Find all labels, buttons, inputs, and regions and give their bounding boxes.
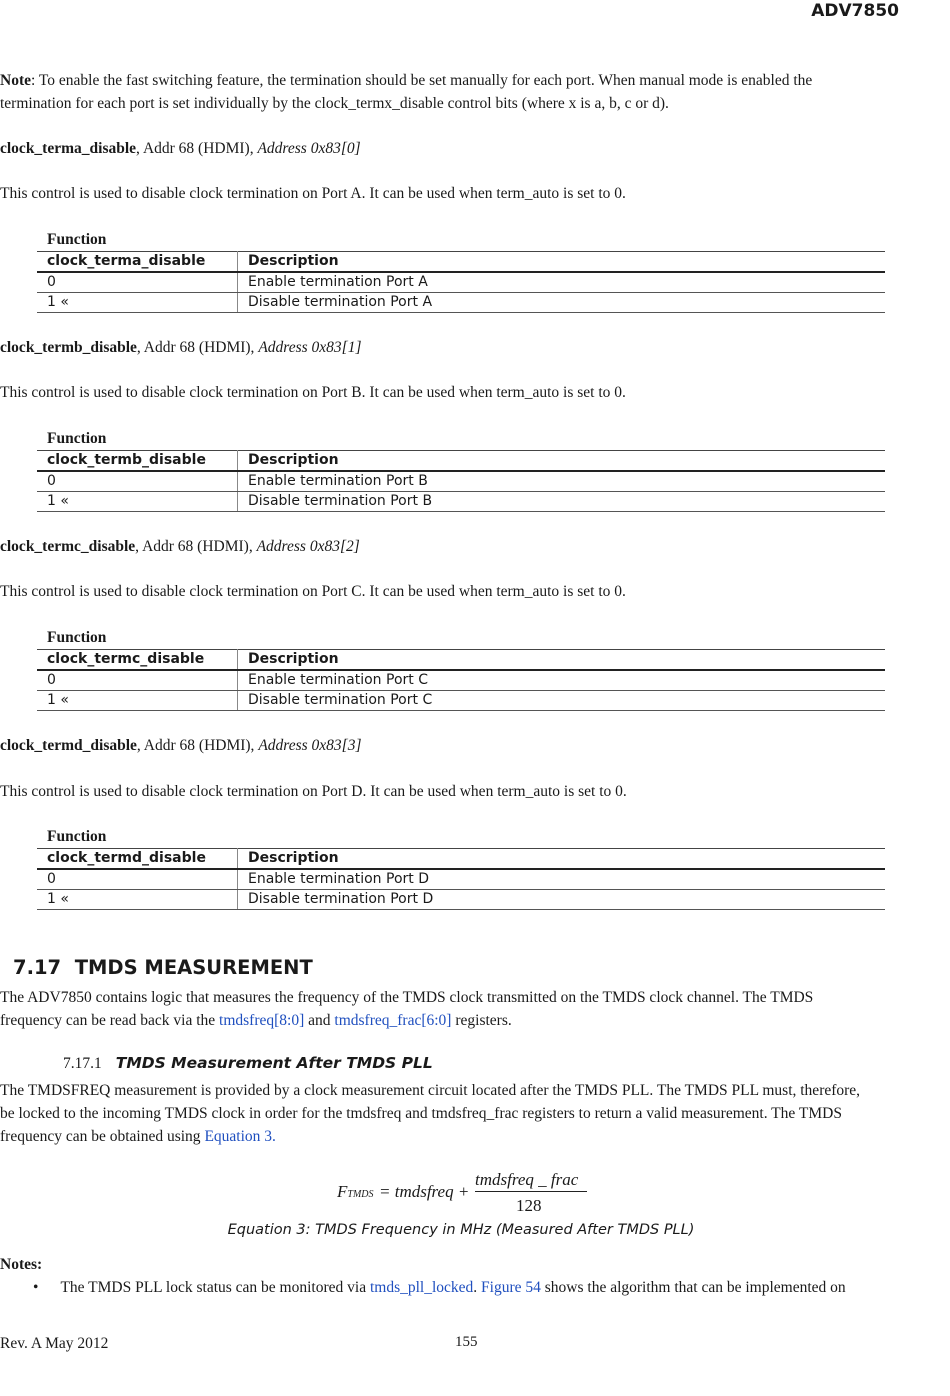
- tmdsfreq-frac-link[interactable]: tmdsfreq_frac[6:0]: [334, 1012, 452, 1029]
- note-label: Note: [0, 72, 31, 89]
- register-addr: , Addr 68 (HDMI),: [136, 140, 258, 157]
- table-row: [37, 869, 885, 890]
- table-cell-description: Enable termination Port C: [238, 670, 886, 691]
- table-cell-value: 0: [37, 869, 238, 890]
- note-paragraph: [0, 69, 945, 115]
- table-cell-description: Disable termination Port A: [238, 293, 886, 313]
- register-heading-b: [0, 336, 362, 359]
- register-address: Address 0x83[2]: [256, 538, 360, 555]
- register-description-b: This control is used to disable clock termination on Port B. It can be used when term_auto is set to 0.: [0, 384, 626, 401]
- subsection-line2: be locked to the incoming TMDS clock in order for the tmdsfreq and tmdsfreq_frac registers to return a valid measurement. The TMDS: [0, 1105, 842, 1122]
- register-heading-d: [0, 734, 362, 757]
- table-cell-description: Disable termination Port C: [238, 691, 886, 711]
- table-row: [37, 272, 885, 293]
- section-p1-line1: The ADV7850 contains logic that measures the frequency of the TMDS clock transmitted on the TMDS clock channel. The TMDS: [0, 989, 814, 1006]
- table-cell-value: 1 «: [37, 293, 238, 313]
- fraction-bar: [475, 1191, 587, 1192]
- table-row: [37, 293, 885, 313]
- table-row: [37, 492, 885, 512]
- register-description-a: This control is used to disable clock termination on Port A. It can be used when term_auto is set to 0.: [0, 185, 626, 202]
- section-paragraph: [0, 986, 945, 1032]
- register-name: clock_terma_disable: [0, 140, 137, 157]
- footer-page-number: 155: [455, 1334, 478, 1350]
- register-addr: , Addr 68 (HDMI),: [136, 339, 259, 356]
- notes-label: [0, 1253, 42, 1276]
- register-name: clock_termc_disable: [0, 538, 136, 555]
- table-cell-value: 0: [37, 272, 238, 293]
- register-table-b: [37, 450, 885, 512]
- section-p1-line2a: frequency can be read back via the: [0, 1012, 220, 1029]
- table-row: [37, 691, 885, 711]
- table-header-col2: Description: [238, 252, 886, 273]
- register-address: Address 0x83[1]: [258, 339, 362, 356]
- function-label-a: Function: [47, 231, 107, 248]
- table-cell-value: 1 «: [37, 691, 238, 711]
- table-header-col1: clock_termd_disable: [37, 849, 238, 870]
- table-row: [37, 890, 885, 910]
- subsection-heading: [63, 1052, 433, 1075]
- table-header-col1: clock_termb_disable: [37, 451, 238, 472]
- table-cell-description: Enable termination Port D: [238, 869, 886, 890]
- bullet-text-c: shows the algorithm that can be implemented on: [540, 1279, 846, 1296]
- register-description-c: This control is used to disable clock termination on Port C. It can be used when term_auto is set to 0.: [0, 583, 626, 600]
- register-table-d: [37, 848, 885, 910]
- function-label-d: Function: [47, 828, 107, 845]
- register-heading-c: [0, 535, 360, 558]
- equation-lhs-subscript: TMDS: [347, 1189, 374, 1200]
- footer-revision: Rev. A May 2012: [0, 1335, 109, 1352]
- register-address: Address 0x83[3]: [258, 737, 362, 754]
- equation-lhs: F: [337, 1182, 348, 1201]
- subsection-line3a: frequency can be obtained using: [0, 1128, 205, 1145]
- table-header-col2: Description: [238, 849, 886, 870]
- register-table-a: [37, 251, 885, 313]
- table-header-col2: Description: [238, 650, 886, 671]
- register-heading-a: [0, 137, 361, 160]
- section-p1-line2c: registers.: [451, 1012, 512, 1029]
- register-description-d: This control is used to disable clock termination on Port D. It can be used when term_auto is set to 0.: [0, 783, 627, 800]
- table-header-col1: clock_terma_disable: [37, 252, 238, 273]
- section-p1-line2b: and: [304, 1012, 335, 1029]
- figure-54-link[interactable]: Figure 54: [481, 1279, 541, 1296]
- subsection-number: 7.17.1: [63, 1055, 102, 1072]
- subsection-line1: The TMDSFREQ measurement is provided by a clock measurement circuit located after the TMDS PLL. The TMDS PLL must, therefore,: [0, 1082, 861, 1099]
- notes-label-text: Notes:: [0, 1256, 43, 1273]
- function-label-c: Function: [47, 629, 107, 646]
- note-line1: : To enable the fast switching feature, the termination should be set manually for each port. When manual mode is enabled the: [31, 72, 813, 89]
- table-cell-description: Enable termination Port B: [238, 471, 886, 492]
- table-header-col2: Description: [238, 451, 886, 472]
- table-cell-value: 1 «: [37, 890, 238, 910]
- register-addr: , Addr 68 (HDMI),: [135, 538, 257, 555]
- table-row: [37, 471, 885, 492]
- equation-numerator: tmdsfreq _ frac: [475, 1170, 579, 1189]
- section-number: 7.17: [13, 956, 62, 979]
- register-addr: , Addr 68 (HDMI),: [136, 737, 259, 754]
- equation-denominator: 128: [516, 1196, 542, 1215]
- subsection-title: TMDS Measurement After TMDS PLL: [115, 1054, 433, 1072]
- equation-caption: Equation 3: TMDS Frequency in MHz (Measured After TMDS PLL): [227, 1222, 695, 1238]
- table-cell-value: 0: [37, 670, 238, 691]
- table-header-col1: clock_termc_disable: [37, 650, 238, 671]
- bullet-icon: •: [33, 1279, 39, 1296]
- register-name: clock_termb_disable: [0, 339, 137, 356]
- register-name: clock_termd_disable: [0, 737, 137, 754]
- tmds-pll-locked-link[interactable]: tmds_pll_locked: [369, 1279, 474, 1296]
- section-title: TMDS MEASUREMENT: [74, 956, 313, 979]
- table-cell-value: 1 «: [37, 492, 238, 512]
- equation-3-link[interactable]: Equation 3.: [204, 1128, 276, 1145]
- table-cell-description: Disable termination Port D: [238, 890, 886, 910]
- function-label-b: Function: [47, 430, 107, 447]
- equation: [337, 1167, 597, 1219]
- tmdsfreq-link[interactable]: tmdsfreq[8:0]: [219, 1012, 305, 1029]
- bullet-text-a: The TMDS PLL lock status can be monitored via: [60, 1279, 370, 1296]
- table-cell-description: Enable termination Port A: [238, 272, 886, 293]
- table-cell-description: Disable termination Port B: [238, 492, 886, 512]
- bullet-text-b: .: [473, 1279, 482, 1296]
- register-table-c: [37, 649, 885, 711]
- equation-main: = tmdsfreq +: [379, 1182, 470, 1201]
- document-header-title: ADV7850: [811, 1, 899, 21]
- note-line2: termination for each port is set individually by the clock_termx_disable control bits (where x is a, b, c or d).: [0, 95, 669, 112]
- table-cell-value: 0: [37, 471, 238, 492]
- note-bullet: [33, 1276, 846, 1299]
- register-address: Address 0x83[0]: [257, 140, 361, 157]
- subsection-paragraph: [0, 1079, 945, 1148]
- table-row: [37, 670, 885, 691]
- section-heading: [13, 956, 313, 979]
